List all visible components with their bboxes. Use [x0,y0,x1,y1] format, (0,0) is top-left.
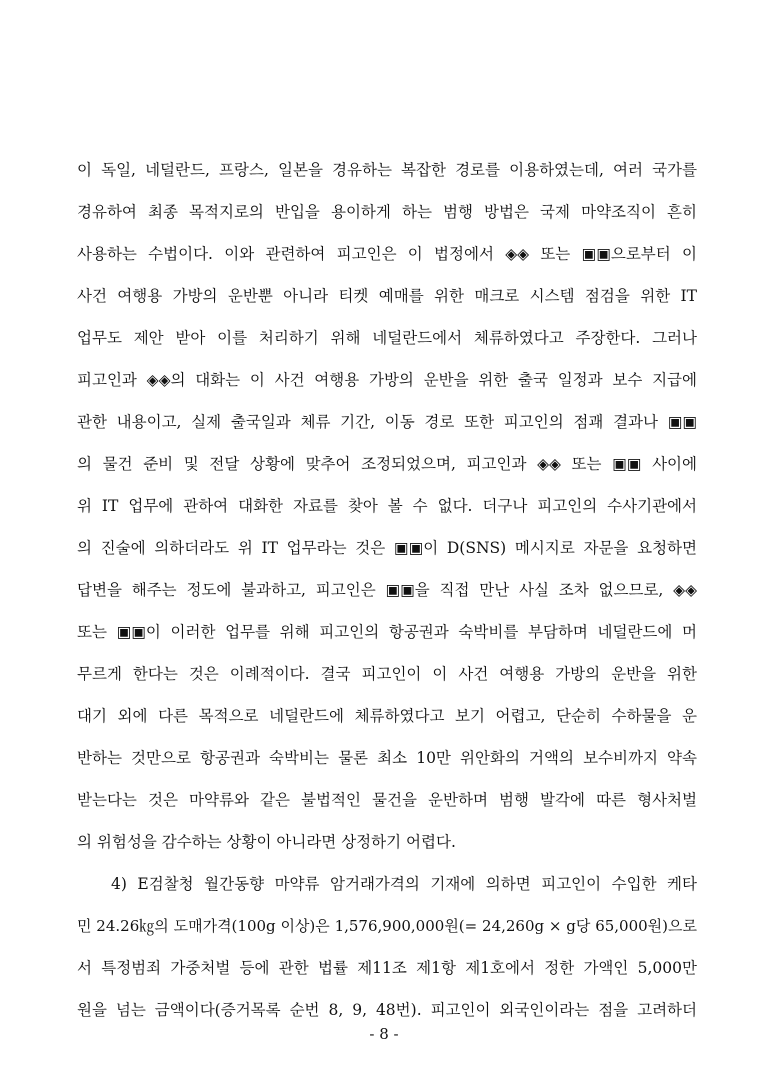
page-number: - 8 - [369,1025,399,1043]
text-line: 서 특정범죄 가중처벌 등에 관한 법률 제11조 제1항 제1호에서 정한 가액인 5,000만 [77,959,697,977]
text-line: 이 독일, 네덜란드, 프랑스, 일본을 경유하는 복잡한 경로를 이용하였는데, 여러 국가를 [77,161,697,179]
text-line: 사건 여행용 가방의 운반뿐 아니라 티켓 예매를 위한 매크로 시스템 점검을 위한 IT [77,287,697,305]
text-line: 답변을 해주는 정도에 불과하고, 피고인은 ▣▣을 직접 만난 사실 조차 없으므로, ◈◈ [77,581,697,599]
text-line: 의 진술에 의하더라도 위 IT 업무라는 것은 ▣▣이 D(SNS) 메시지로 자문을 요청하면 [77,539,697,557]
text-line: 관한 내용이고, 실제 출국일과 체류 기간, 이동 경로 또한 피고인의 점괘 결과나 ▣▣ [77,413,697,431]
text-line: 원을 넘는 금액이다(증거목록 순번 8, 9, 48번). 피고인이 외국인이라는 점을 고려하더 [77,1001,697,1019]
text-line: 받는다는 것은 마약류와 같은 불법적인 물건을 운반하며 범행 발각에 따른 형사처벌 [77,791,697,809]
text-line: 위 IT 업무에 관하여 대화한 자료를 찾아 볼 수 없다. 더구나 피고인의 수사기관에서 [77,497,697,515]
text-line: 반하는 것만으로 항공권과 숙박비는 물론 최소 10만 위안화의 거액의 보수비까지 약속 [77,749,697,767]
text-line: 의 위험성을 감수하는 상황이 아니라면 상정하기 어렵다. [77,833,456,851]
text-line: 경유하여 최종 목적지로의 반입을 용이하게 하는 범행 방법은 국제 마약조직이 흔히 [77,203,697,221]
text-line: 업무도 제안 받아 이를 처리하기 위해 네덜란드에서 체류하였다고 주장한다. 그러나 [77,329,697,347]
text-line: 사용하는 수법이다. 이와 관련하여 피고인은 이 법정에서 ◈◈ 또는 ▣▣으로부터 이 [77,245,697,263]
text-line: 민 24.26㎏의 도매가격(100g 이상)은 1,576,900,000원(= 24,260g × g당 65,000원)으로 [77,917,697,935]
text-line: 의 물건 준비 및 전달 상황에 맞추어 조정되었으며, 피고인과 ◈◈ 또는 ▣▣ 사이에 [77,455,697,473]
text-line: 또는 ▣▣이 이러한 업무를 위해 피고인의 항공권과 숙박비를 부담하며 네덜란드에 머 [77,623,697,641]
text-line: 대기 외에 다른 목적으로 네덜란드에 체류하였다고 보기 어렵고, 단순히 수하물을 운 [77,707,697,725]
text-line: 4) E검찰청 월간동향 마약류 암거래가격의 기재에 의하면 피고인이 수입한 케타 [111,875,697,893]
text-line: 무르게 한다는 것은 이례적이다. 결국 피고인이 이 사건 여행용 가방의 운반을 위한 [77,665,697,683]
text-line: 피고인과 ◈◈의 대화는 이 사건 여행용 가방의 운반을 위한 출국 일정과 보수 지급에 [77,371,697,389]
